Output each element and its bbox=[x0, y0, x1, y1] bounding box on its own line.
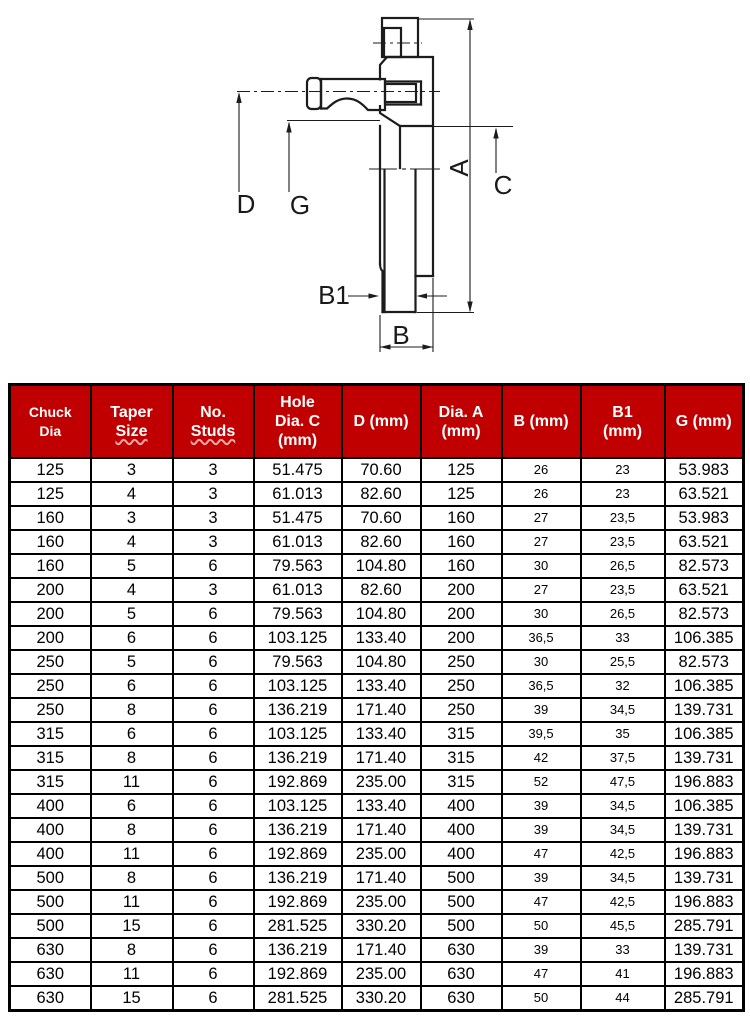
cell-no_studs: 6 bbox=[173, 890, 254, 914]
cell-b_mm: 36,5 bbox=[502, 674, 581, 698]
header-text: (mm) bbox=[441, 422, 481, 440]
cell-b1_mm: 32 bbox=[581, 674, 665, 698]
column-header-b_mm bbox=[502, 385, 581, 459]
cell-taper_size: 15 bbox=[91, 914, 173, 938]
column-header-chuck_dia bbox=[10, 385, 91, 459]
column-header-hole_dia_c bbox=[254, 385, 342, 459]
cell-chuck_dia: 160 bbox=[10, 506, 91, 530]
cell-no_studs: 6 bbox=[173, 938, 254, 962]
cell-d_mm: 133.40 bbox=[342, 626, 421, 650]
cell-chuck_dia: 630 bbox=[10, 938, 91, 962]
cell-no_studs: 3 bbox=[173, 458, 254, 482]
cell-taper_size: 8 bbox=[91, 698, 173, 722]
cell-chuck_dia: 160 bbox=[10, 554, 91, 578]
cell-taper_size: 6 bbox=[91, 626, 173, 650]
cell-g_mm: 106.385 bbox=[665, 794, 744, 818]
cell-dia_a_mm: 315 bbox=[421, 722, 502, 746]
column-header-g_mm bbox=[665, 385, 744, 459]
cell-dia_a_mm: 200 bbox=[421, 578, 502, 602]
header-text: Dia bbox=[39, 422, 62, 439]
header-text: No. bbox=[200, 403, 226, 421]
cell-b1_mm: 44 bbox=[581, 986, 665, 1011]
cell-hole_dia_c: 103.125 bbox=[254, 722, 342, 746]
cell-b1_mm: 45,5 bbox=[581, 914, 665, 938]
cell-hole_dia_c: 136.219 bbox=[254, 938, 342, 962]
cell-dia_a_mm: 125 bbox=[421, 458, 502, 482]
cell-b1_mm: 23 bbox=[581, 482, 665, 506]
cell-taper_size: 5 bbox=[91, 602, 173, 626]
cell-b_mm: 27 bbox=[502, 506, 581, 530]
cell-hole_dia_c: 79.563 bbox=[254, 602, 342, 626]
cell-taper_size: 4 bbox=[91, 482, 173, 506]
cell-no_studs: 6 bbox=[173, 962, 254, 986]
spec-table bbox=[8, 383, 745, 1012]
cell-dia_a_mm: 160 bbox=[421, 506, 502, 530]
cell-taper_size: 11 bbox=[91, 842, 173, 866]
header-text: (mm) bbox=[277, 432, 318, 449]
cell-b1_mm: 33 bbox=[581, 938, 665, 962]
table-row bbox=[10, 626, 744, 650]
cell-chuck_dia: 400 bbox=[10, 794, 91, 818]
cell-no_studs: 6 bbox=[173, 626, 254, 650]
cell-b1_mm: 26,5 bbox=[581, 554, 665, 578]
cell-no_studs: 3 bbox=[173, 482, 254, 506]
cell-g_mm: 82.573 bbox=[665, 650, 744, 674]
cell-hole_dia_c: 192.869 bbox=[254, 770, 342, 794]
cell-chuck_dia: 250 bbox=[10, 698, 91, 722]
cell-no_studs: 6 bbox=[173, 986, 254, 1011]
header-text: D (mm) bbox=[353, 413, 409, 430]
cell-g_mm: 139.731 bbox=[665, 866, 744, 890]
cell-dia_a_mm: 400 bbox=[421, 818, 502, 842]
dim-label-a: A bbox=[444, 159, 474, 177]
cell-d_mm: 235.00 bbox=[342, 890, 421, 914]
header-text: B1 bbox=[612, 403, 633, 421]
cell-dia_a_mm: 315 bbox=[421, 746, 502, 770]
header-text: Dia. A bbox=[438, 403, 484, 421]
table-row bbox=[10, 842, 744, 866]
cell-hole_dia_c: 192.869 bbox=[254, 890, 342, 914]
cell-g_mm: 285.791 bbox=[665, 986, 744, 1011]
cell-d_mm: 104.80 bbox=[342, 554, 421, 578]
header-text: Size bbox=[115, 422, 148, 440]
cell-chuck_dia: 400 bbox=[10, 842, 91, 866]
cell-b_mm: 39 bbox=[502, 938, 581, 962]
cell-hole_dia_c: 61.013 bbox=[254, 530, 342, 554]
cell-hole_dia_c: 136.219 bbox=[254, 746, 342, 770]
cell-b_mm: 47 bbox=[502, 890, 581, 914]
cell-dia_a_mm: 630 bbox=[421, 938, 502, 962]
cell-g_mm: 139.731 bbox=[665, 938, 744, 962]
cell-chuck_dia: 315 bbox=[10, 746, 91, 770]
cell-dia_a_mm: 250 bbox=[421, 650, 502, 674]
table-row bbox=[10, 962, 744, 986]
column-header-no_studs bbox=[173, 385, 254, 459]
cell-taper_size: 5 bbox=[91, 650, 173, 674]
cell-g_mm: 196.883 bbox=[665, 842, 744, 866]
cell-dia_a_mm: 160 bbox=[421, 554, 502, 578]
cell-hole_dia_c: 61.013 bbox=[254, 482, 342, 506]
cell-d_mm: 82.60 bbox=[342, 482, 421, 506]
dimension-labels bbox=[237, 159, 513, 350]
column-header-dia_a_mm bbox=[421, 385, 502, 459]
cell-b_mm: 39 bbox=[502, 698, 581, 722]
cell-chuck_dia: 200 bbox=[10, 578, 91, 602]
cell-hole_dia_c: 103.125 bbox=[254, 626, 342, 650]
cell-b1_mm: 25,5 bbox=[581, 650, 665, 674]
cell-b_mm: 27 bbox=[502, 530, 581, 554]
column-header-d_mm bbox=[342, 385, 421, 459]
cell-b1_mm: 23,5 bbox=[581, 578, 665, 602]
table-row bbox=[10, 698, 744, 722]
dim-label-d: D bbox=[236, 189, 256, 219]
cell-no_studs: 6 bbox=[173, 722, 254, 746]
spec-table-header bbox=[10, 385, 744, 459]
cell-taper_size: 8 bbox=[91, 866, 173, 890]
cell-b1_mm: 35 bbox=[581, 722, 665, 746]
cell-chuck_dia: 500 bbox=[10, 890, 91, 914]
cell-b1_mm: 23,5 bbox=[581, 506, 665, 530]
cell-d_mm: 104.80 bbox=[342, 602, 421, 626]
cell-dia_a_mm: 200 bbox=[421, 602, 502, 626]
cell-b1_mm: 34,5 bbox=[581, 794, 665, 818]
cell-no_studs: 3 bbox=[173, 530, 254, 554]
table-row bbox=[10, 818, 744, 842]
cell-g_mm: 196.883 bbox=[665, 962, 744, 986]
cell-g_mm: 63.521 bbox=[665, 578, 744, 602]
cell-b_mm: 39 bbox=[502, 794, 581, 818]
cell-b1_mm: 37,5 bbox=[581, 746, 665, 770]
cell-no_studs: 6 bbox=[173, 602, 254, 626]
cell-g_mm: 53.983 bbox=[665, 458, 744, 482]
cell-b1_mm: 42,5 bbox=[581, 842, 665, 866]
cell-no_studs: 6 bbox=[173, 674, 254, 698]
cell-g_mm: 82.573 bbox=[665, 554, 744, 578]
table-row bbox=[10, 722, 744, 746]
cell-taper_size: 8 bbox=[91, 746, 173, 770]
cell-taper_size: 11 bbox=[91, 890, 173, 914]
cell-chuck_dia: 125 bbox=[10, 458, 91, 482]
table-row bbox=[10, 674, 744, 698]
cell-b1_mm: 33 bbox=[581, 626, 665, 650]
cell-b_mm: 36,5 bbox=[502, 626, 581, 650]
cell-d_mm: 330.20 bbox=[342, 914, 421, 938]
dim-label-c: C bbox=[493, 170, 513, 200]
header-text: G (mm) bbox=[675, 413, 732, 430]
cell-dia_a_mm: 630 bbox=[421, 986, 502, 1011]
cell-b_mm: 47 bbox=[502, 962, 581, 986]
cell-dia_a_mm: 630 bbox=[421, 962, 502, 986]
cell-b_mm: 47 bbox=[502, 842, 581, 866]
column-header-taper_size bbox=[91, 385, 173, 459]
cell-g_mm: 82.573 bbox=[665, 602, 744, 626]
cell-hole_dia_c: 103.125 bbox=[254, 794, 342, 818]
cell-b_mm: 30 bbox=[502, 602, 581, 626]
cell-hole_dia_c: 192.869 bbox=[254, 962, 342, 986]
cell-d_mm: 133.40 bbox=[342, 674, 421, 698]
cell-d_mm: 171.40 bbox=[342, 746, 421, 770]
column-header-b1_mm bbox=[581, 385, 665, 459]
table-row bbox=[10, 794, 744, 818]
cell-dia_a_mm: 250 bbox=[421, 698, 502, 722]
cell-b1_mm: 23 bbox=[581, 458, 665, 482]
table-row bbox=[10, 866, 744, 890]
cell-dia_a_mm: 500 bbox=[421, 866, 502, 890]
cell-d_mm: 82.60 bbox=[342, 578, 421, 602]
cell-taper_size: 8 bbox=[91, 938, 173, 962]
cell-dia_a_mm: 400 bbox=[421, 794, 502, 818]
cell-dia_a_mm: 315 bbox=[421, 770, 502, 794]
cell-hole_dia_c: 79.563 bbox=[254, 650, 342, 674]
technical-drawing bbox=[0, 0, 750, 378]
cell-d_mm: 330.20 bbox=[342, 986, 421, 1011]
cell-g_mm: 53.983 bbox=[665, 506, 744, 530]
cell-no_studs: 6 bbox=[173, 698, 254, 722]
cell-taper_size: 6 bbox=[91, 722, 173, 746]
cell-chuck_dia: 630 bbox=[10, 962, 91, 986]
cell-hole_dia_c: 136.219 bbox=[254, 698, 342, 722]
table-row bbox=[10, 554, 744, 578]
boss-outline bbox=[369, 126, 440, 312]
cell-no_studs: 6 bbox=[173, 770, 254, 794]
cell-hole_dia_c: 51.475 bbox=[254, 458, 342, 482]
cell-d_mm: 235.00 bbox=[342, 842, 421, 866]
cell-dia_a_mm: 160 bbox=[421, 530, 502, 554]
cell-b_mm: 26 bbox=[502, 482, 581, 506]
cell-no_studs: 6 bbox=[173, 914, 254, 938]
cell-taper_size: 8 bbox=[91, 818, 173, 842]
stud-head bbox=[307, 78, 321, 109]
table-row bbox=[10, 482, 744, 506]
cell-b_mm: 39 bbox=[502, 818, 581, 842]
cell-no_studs: 6 bbox=[173, 746, 254, 770]
cell-chuck_dia: 250 bbox=[10, 650, 91, 674]
cell-g_mm: 196.883 bbox=[665, 890, 744, 914]
header-text: Hole bbox=[280, 394, 315, 411]
cell-taper_size: 11 bbox=[91, 962, 173, 986]
cell-hole_dia_c: 192.869 bbox=[254, 842, 342, 866]
cell-taper_size: 4 bbox=[91, 578, 173, 602]
cell-b_mm: 42 bbox=[502, 746, 581, 770]
cell-hole_dia_c: 51.475 bbox=[254, 506, 342, 530]
header-row bbox=[10, 385, 744, 459]
dimension-lines bbox=[236, 19, 513, 352]
cell-b1_mm: 23,5 bbox=[581, 530, 665, 554]
cell-taper_size: 5 bbox=[91, 554, 173, 578]
cell-b_mm: 50 bbox=[502, 914, 581, 938]
header-text: (mm) bbox=[602, 422, 643, 440]
stud-shaft bbox=[321, 79, 385, 110]
cell-d_mm: 104.80 bbox=[342, 650, 421, 674]
cell-dia_a_mm: 200 bbox=[421, 626, 502, 650]
cell-b1_mm: 41 bbox=[581, 962, 665, 986]
table-row bbox=[10, 746, 744, 770]
cell-chuck_dia: 500 bbox=[10, 866, 91, 890]
cell-hole_dia_c: 136.219 bbox=[254, 818, 342, 842]
cell-taper_size: 15 bbox=[91, 986, 173, 1011]
cell-chuck_dia: 160 bbox=[10, 530, 91, 554]
cell-d_mm: 171.40 bbox=[342, 866, 421, 890]
cell-b1_mm: 34,5 bbox=[581, 818, 665, 842]
cell-b_mm: 50 bbox=[502, 986, 581, 1011]
cell-no_studs: 3 bbox=[173, 506, 254, 530]
table-row bbox=[10, 986, 744, 1011]
cell-b1_mm: 26,5 bbox=[581, 602, 665, 626]
cell-d_mm: 171.40 bbox=[342, 818, 421, 842]
cell-g_mm: 285.791 bbox=[665, 914, 744, 938]
cell-no_studs: 6 bbox=[173, 554, 254, 578]
cell-d_mm: 235.00 bbox=[342, 962, 421, 986]
cell-chuck_dia: 500 bbox=[10, 914, 91, 938]
header-text: Studs bbox=[190, 422, 236, 440]
cell-g_mm: 106.385 bbox=[665, 722, 744, 746]
cell-chuck_dia: 315 bbox=[10, 770, 91, 794]
cell-taper_size: 3 bbox=[91, 506, 173, 530]
cell-chuck_dia: 250 bbox=[10, 674, 91, 698]
cell-hole_dia_c: 79.563 bbox=[254, 554, 342, 578]
cell-d_mm: 70.60 bbox=[342, 458, 421, 482]
table-row bbox=[10, 602, 744, 626]
cell-g_mm: 63.521 bbox=[665, 482, 744, 506]
dim-label-b: B bbox=[392, 320, 410, 350]
cell-hole_dia_c: 136.219 bbox=[254, 866, 342, 890]
cell-b_mm: 27 bbox=[502, 578, 581, 602]
cell-hole_dia_c: 281.525 bbox=[254, 986, 342, 1011]
table-row bbox=[10, 890, 744, 914]
cell-g_mm: 139.731 bbox=[665, 818, 744, 842]
cell-b_mm: 30 bbox=[502, 650, 581, 674]
cell-no_studs: 6 bbox=[173, 842, 254, 866]
cell-hole_dia_c: 281.525 bbox=[254, 914, 342, 938]
header-text: Chuck bbox=[28, 403, 72, 420]
cell-d_mm: 82.60 bbox=[342, 530, 421, 554]
cell-taper_size: 3 bbox=[91, 458, 173, 482]
cell-dia_a_mm: 500 bbox=[421, 914, 502, 938]
cell-g_mm: 139.731 bbox=[665, 746, 744, 770]
cell-g_mm: 139.731 bbox=[665, 698, 744, 722]
header-text: Taper bbox=[110, 403, 153, 421]
table-row bbox=[10, 458, 744, 482]
cell-no_studs: 6 bbox=[173, 794, 254, 818]
cell-no_studs: 6 bbox=[173, 818, 254, 842]
cell-hole_dia_c: 103.125 bbox=[254, 674, 342, 698]
cell-chuck_dia: 315 bbox=[10, 722, 91, 746]
cell-chuck_dia: 630 bbox=[10, 986, 91, 1011]
cell-b1_mm: 34,5 bbox=[581, 698, 665, 722]
cell-dia_a_mm: 500 bbox=[421, 890, 502, 914]
cell-hole_dia_c: 61.013 bbox=[254, 578, 342, 602]
cell-dia_a_mm: 400 bbox=[421, 842, 502, 866]
cell-taper_size: 4 bbox=[91, 530, 173, 554]
cell-taper_size: 6 bbox=[91, 674, 173, 698]
table-row bbox=[10, 578, 744, 602]
cell-b_mm: 30 bbox=[502, 554, 581, 578]
cell-g_mm: 106.385 bbox=[665, 626, 744, 650]
cell-d_mm: 133.40 bbox=[342, 722, 421, 746]
table-row bbox=[10, 770, 744, 794]
cell-b_mm: 39 bbox=[502, 866, 581, 890]
cell-chuck_dia: 400 bbox=[10, 818, 91, 842]
cell-taper_size: 6 bbox=[91, 794, 173, 818]
cell-d_mm: 171.40 bbox=[342, 698, 421, 722]
cell-no_studs: 6 bbox=[173, 650, 254, 674]
cell-no_studs: 6 bbox=[173, 866, 254, 890]
cell-d_mm: 235.00 bbox=[342, 770, 421, 794]
cell-b1_mm: 42,5 bbox=[581, 890, 665, 914]
header-text: Dia. C bbox=[274, 413, 321, 430]
cell-chuck_dia: 200 bbox=[10, 626, 91, 650]
cell-dia_a_mm: 250 bbox=[421, 674, 502, 698]
cell-d_mm: 171.40 bbox=[342, 938, 421, 962]
table-row bbox=[10, 938, 744, 962]
cell-chuck_dia: 200 bbox=[10, 602, 91, 626]
cell-b1_mm: 47,5 bbox=[581, 770, 665, 794]
cell-b_mm: 26 bbox=[502, 458, 581, 482]
cell-b1_mm: 34,5 bbox=[581, 866, 665, 890]
cell-g_mm: 106.385 bbox=[665, 674, 744, 698]
table-row bbox=[10, 914, 744, 938]
cell-no_studs: 3 bbox=[173, 578, 254, 602]
cell-dia_a_mm: 125 bbox=[421, 482, 502, 506]
cell-g_mm: 196.883 bbox=[665, 770, 744, 794]
cell-b_mm: 52 bbox=[502, 770, 581, 794]
spec-table-body bbox=[10, 458, 744, 1011]
header-text: B (mm) bbox=[513, 413, 569, 430]
table-row bbox=[10, 506, 744, 530]
cell-chuck_dia: 125 bbox=[10, 482, 91, 506]
table-row bbox=[10, 650, 744, 674]
table-row bbox=[10, 530, 744, 554]
cell-d_mm: 70.60 bbox=[342, 506, 421, 530]
cell-taper_size: 11 bbox=[91, 770, 173, 794]
dim-label-g: G bbox=[289, 190, 311, 220]
cell-b_mm: 39,5 bbox=[502, 722, 581, 746]
cell-d_mm: 133.40 bbox=[342, 794, 421, 818]
cell-g_mm: 63.521 bbox=[665, 530, 744, 554]
dim-label-b1: B1 bbox=[318, 280, 350, 310]
